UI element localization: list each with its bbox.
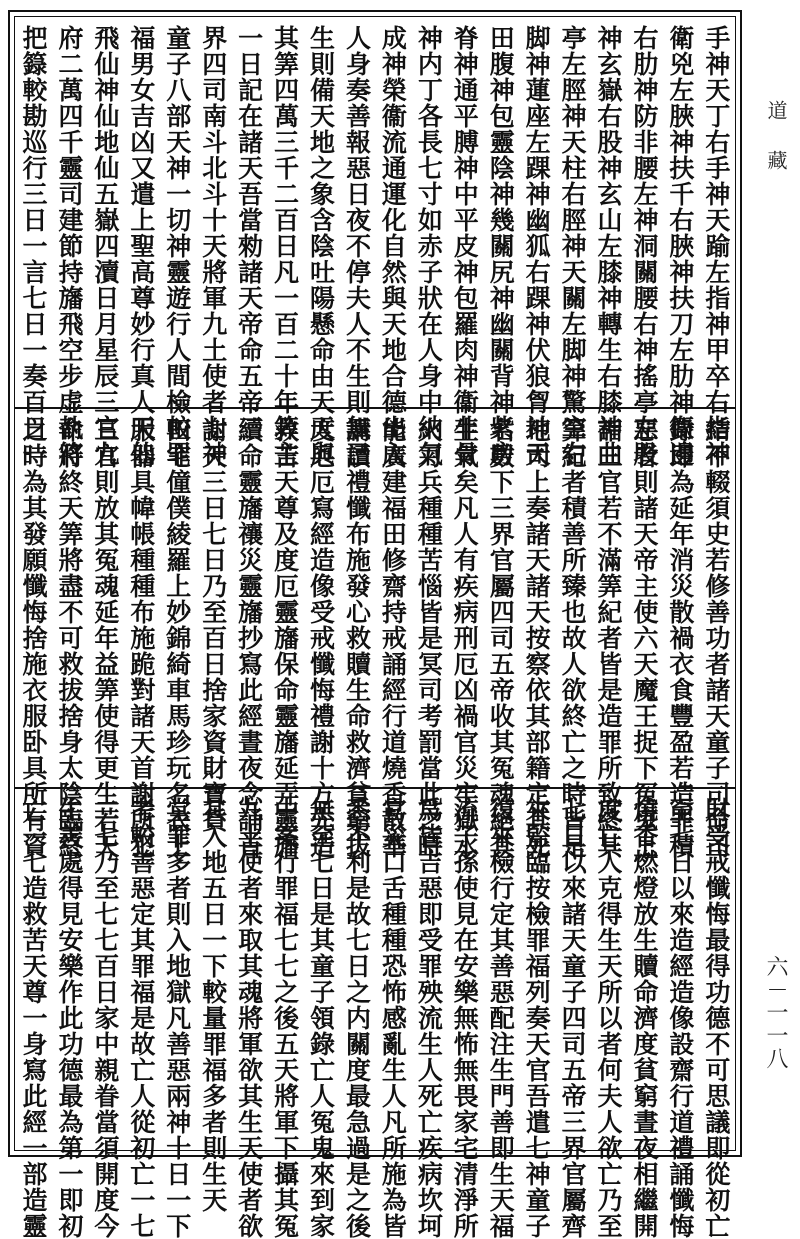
text-column: 脊神通平膊神中平皮神包羅肉神衞非骨 xyxy=(450,25,480,467)
text-column: 燒香燃燈放生贖命濟度貧窮晝夜相繼開 xyxy=(629,797,659,1239)
text-column: 成神榮衞流通運化自然與天地合德出入 xyxy=(378,25,408,467)
text-column: 生則備天地之象含陰吐陽懸命由天天與 xyxy=(306,25,336,467)
text-column: 復來檢行定其善惡配注生門善即生天福 xyxy=(486,797,516,1239)
text-column: 其入地五日一下較量罪福多者則生天 xyxy=(198,797,228,1213)
text-column: 財受戒懺悔最得功德不可思議即從初亡 xyxy=(701,797,731,1239)
text-column: 結不輟須史若修善功者諸天童子司命司 xyxy=(701,417,731,859)
page-number: 六－一一八 xyxy=(763,955,788,1070)
text-column: 九土使者來取其魂將軍欲其生天使者欲 xyxy=(234,797,264,1239)
text-column: 把籙較勘巡行三日一言七日一奏百日一 xyxy=(19,25,48,467)
text-column: 脚神蓮座左踝神幽狐右踝神伏狼胷神天 xyxy=(522,25,552,467)
text-column: 飛仙神仙地仙五嶽四瀆日月星辰三官九 xyxy=(90,25,120,467)
text-column: 童子八部天神一切神靈遊行人間檢較罪 xyxy=(162,25,192,467)
text-column: 惡者則諸天帝主使六天魔王捉下冤鬼上 xyxy=(629,417,659,859)
text-column: 官災口舌種種恐怖感亂生人凡所施為皆 xyxy=(378,797,408,1239)
text-column: 無至七日是其童子領錄亡人冤鬼來到家 xyxy=(306,797,336,1239)
register-middle xyxy=(15,407,735,859)
text-column: 續命靈旛禳災靈旛抄寫此經晝夜念誦首 xyxy=(234,417,264,859)
text-column: 人身奏善報惡日夜不停夫人不生則無已 xyxy=(342,25,372,467)
text-column: 錄即為延年消災散禍衣食豐盈若造罪積 xyxy=(665,417,695,859)
page-frame xyxy=(8,10,742,1239)
text-column: 流子孫使見在安樂無怖無畏家宅清淨所 xyxy=(450,797,480,1239)
text-column: 其筭四萬三千二百日凡一百二十年筭主 xyxy=(270,25,300,467)
text-column: 二七乃至七七百日家中親眷當須開度今 xyxy=(90,797,120,1239)
column-group xyxy=(19,797,731,1239)
text-column: 中案行罪福七七之後五天將軍下攝其冤 xyxy=(270,797,300,1239)
text-column: 界四司南斗北斗十天將軍九土使者七神 xyxy=(198,25,228,467)
text-column: 至七日以來造經造像設齋行道禮誦懺悔 xyxy=(665,797,695,1239)
text-column: 一日記在諸天吾當勑諸天帝命五帝三 xyxy=(234,25,264,441)
text-column: 命將終天筭將盡不可救拔捨身太陰臨終 xyxy=(54,417,84,859)
text-column: 手神天丁右手神天踰左指神甲卒右指神 xyxy=(701,25,731,467)
text-column: 來監臨按檢罪福列奏天官吾遣七神童子 xyxy=(522,797,552,1239)
text-column: 詣三官若不滿筭紀者皆是造罪所致終其 xyxy=(594,417,623,859)
text-column: 神玄嶽右股神玄山左膝神轉生右膝神曲 xyxy=(594,25,623,467)
text-column: 救苦天尊及度厄靈旛保命靈旛延弄靈旛 xyxy=(270,417,300,859)
text-column: 府二萬四千靈司建節持旛飛空步虚執符 xyxy=(54,25,84,467)
text-column: 堂罪多者則入地獄凡善惡兩神十日一下 xyxy=(162,797,192,1239)
column-group xyxy=(19,417,731,859)
text-column: 考較善惡定其罪福是故亡人從初亡一七 xyxy=(126,797,156,1239)
text-column: 生氣矣凡人有疾病刑厄凶禍官災牢獄水 xyxy=(450,417,480,859)
margin-title: 道藏 xyxy=(764,100,788,200)
text-column: 度亡人克得生天所以者何夫人欲亡乃至 xyxy=(594,797,623,1239)
text-column: 筭紀者積善所臻也故人欲終亡之時皆是 xyxy=(558,417,588,859)
register-bottom xyxy=(15,787,735,1239)
text-column: 能廣建福田修齋持戒誦經行道燒香散華 xyxy=(378,417,408,859)
column-group xyxy=(19,25,731,467)
text-column: 火刀兵種種苦惱皆是冥司考罰當此之時 xyxy=(414,417,444,859)
text-column: 亭左脛神天柱右脛神天關左脚神驚空右 xyxy=(558,25,588,467)
text-column: 地司上奏諸天諸天按察依其部籍定其死 xyxy=(522,417,552,859)
text-column: 亡一七造救苦天尊一身寫此經一部造靈 xyxy=(19,797,48,1239)
text-column: 度厄厄寫經造像受戒懺悔禮謝十方先造 xyxy=(306,417,336,859)
text-column: 悉不利是故七日之内關度最急過是之後 xyxy=(342,797,372,1239)
text-column: 右肋神防非腰左神洞關腰右神搖亭左股 xyxy=(629,25,659,467)
text-column: 名數下三界官屬四司五帝收其冤魂絕其 xyxy=(486,417,516,859)
text-column: 七日以來諸天童子四司五帝三界官屬齊 xyxy=(558,797,588,1239)
text-block xyxy=(14,16,736,1239)
text-column: 三官則放其冤魂延年益筭使得更生若天 xyxy=(90,417,120,859)
text-column: 講讀禮懺布施發心救贖生命救濟貧窮拔 xyxy=(342,417,372,859)
text-column: 爲皆吉惡即受罪殃流生人死亡疾病坎坷 xyxy=(414,797,444,1239)
register-top xyxy=(15,17,735,467)
text-column: 謝天三日七日乃至百日捨家資財寶貨 xyxy=(198,417,228,833)
text-column: 服器具幃帳種種布施跪對諸天首謝所犯 xyxy=(126,417,156,859)
text-column: 衛兇左脥神扶千右脥神扶刀左肋神衞邊 xyxy=(665,25,695,467)
text-column: 田宅僮僕綾羅上妙錦綺車馬珍玩名衣上 xyxy=(162,417,192,859)
text-column: 福男女吉凶又遣上聖高尊妙行真人天仙 xyxy=(126,25,156,467)
text-column: 生善處得見安樂作此功德最為第一即初 xyxy=(54,797,84,1239)
text-column: 神内丁各長七寸如赤子狀在人身中納氣 xyxy=(414,25,444,467)
text-column: 田腹神包靈陰神幾關尻神幽關背神紫房 xyxy=(486,25,516,467)
text-column: 之時為其發願懺悔捨施衣服卧具所有資 xyxy=(19,417,48,859)
